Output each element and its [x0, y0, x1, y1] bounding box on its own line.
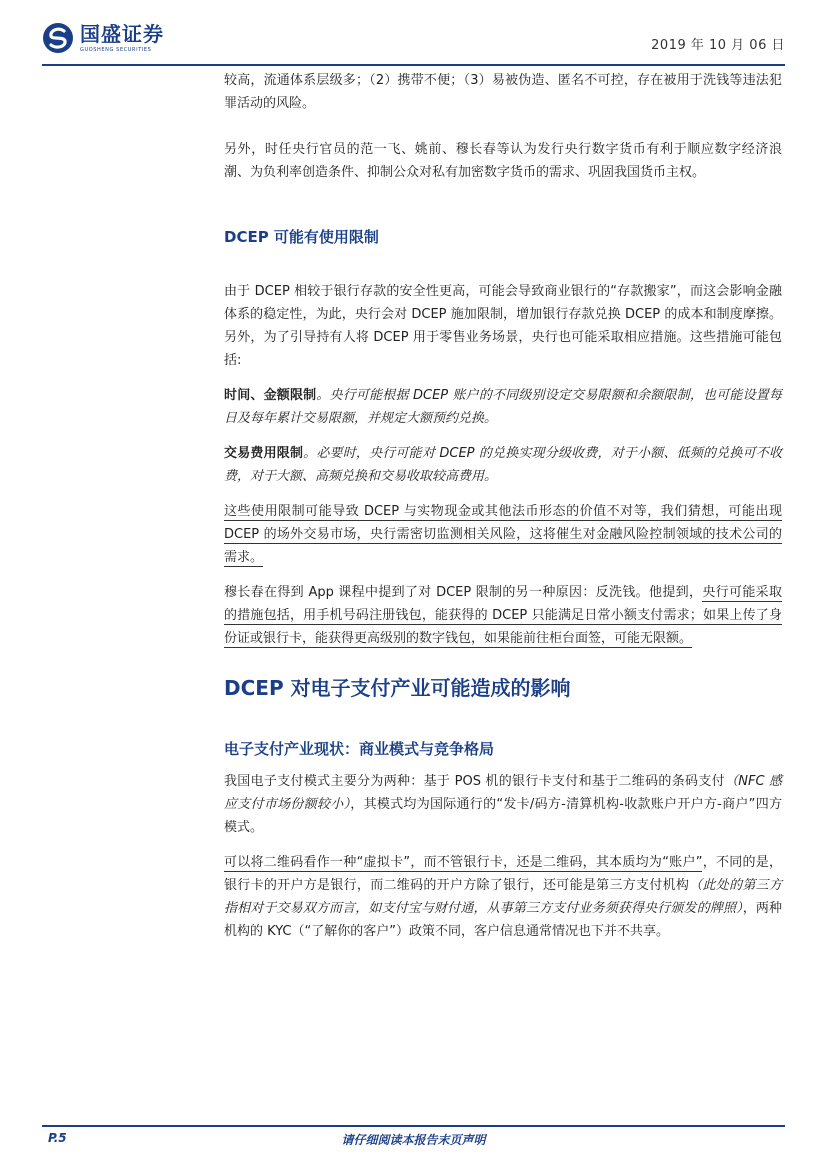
paragraph-officials	[224, 138, 782, 184]
paragraph-text: ，两种机构的 KYC（“了解你的客户”）政策不同，客户信息通常情况也下并不共享。	[224, 901, 782, 939]
footer-divider	[42, 1125, 785, 1127]
paragraph-text: 穆长春在得到 App 课程中提到了对 DCEP 限制的另一种原因：反洗钱。他提到，	[224, 585, 703, 600]
paragraph-text: ，其模式均为国际通行的“发卡/码方-清算机构-收款账户开户方-商户”四方模式。	[224, 797, 782, 835]
header-divider	[42, 64, 785, 66]
paragraph-time-amount-limit	[224, 384, 782, 430]
report-body	[224, 69, 782, 943]
paragraph-text: 另外，时任央行官员的范一飞、姚前、穆长春等认为发行央行数字货币有利于顺应数字经济浪潮、为负利率创造条件、抑制公众对私有加密数字货币的需求、巩固我国货币主权。	[224, 142, 782, 180]
subsection-heading-industry-status: 电子支付产业现状：商业模式与竞争格局	[224, 740, 495, 758]
logo-english-name: GUOSHENG SECURITIES	[80, 47, 152, 53]
disclaimer-note: 请仔细阅读本报告末页声明	[341, 1133, 486, 1147]
bold-lead: 交易费用限制	[224, 446, 304, 461]
italic-text: 。央行可能根据 DCEP 账户的不同级别设定交易限额和余额限制，也可能设置每日及每年累计交易限额，并规定大额预约兑换。	[224, 388, 782, 426]
report-date: 2019 年 10 月 06 日	[651, 38, 785, 53]
italic-text: （此处的第三方指相对于交易双方而言，如支付宝与财付通，从事第三方支付业务须获得央行颁发的牌照）	[224, 878, 782, 916]
page-header	[42, 20, 785, 66]
italic-text: 。必要时，央行可能对 DCEP 的兑换实现分级收费，对于小额、低频的兑换可不收费，对于大额、高频兑换和交易收取较高费用。	[224, 446, 782, 484]
paragraph-text: 由于 DCEP 相较于银行存款的安全性更高，可能会导致商业银行的“存款搬家”，而这会影响金融体系的稳定性，为此，央行会对 DCEP 施加限制，增加银行存款兑换 DCEP 的成本和制度摩擦。另外，为了引导持有人将 DCEP 用于零售业务场景，央行也可能采取相应措施。这些措施可能包括:	[224, 284, 782, 368]
paragraph-risks	[224, 69, 782, 115]
paragraph-text: 较高，流通体系层级多；（2）携带不便；（3）易被伪造、匿名不可控，存在被用于洗钱等违法犯罪活动的风险。	[224, 73, 782, 111]
underlined-text: 可以将二维码看作一种“虚拟卡”，而不管银行卡，还是二维码，其本质均为“账户”	[224, 855, 703, 870]
paragraph-fee-limit	[224, 442, 782, 488]
underlined-text: 央行可能采取的措施包括，用手机号码注册钱包，能获得的 DCEP 只能满足日常小额支付需求；如果上传了身份证或银行卡，能获得更高级别的数字钱包，如果能前往柜台面签，可能无限额。	[224, 585, 782, 646]
paragraph-deposit-migration	[224, 280, 782, 372]
page-number: P.5	[48, 1131, 67, 1145]
logo-chinese-name: 国盛证券	[80, 22, 164, 46]
company-logo	[42, 22, 164, 54]
paragraph-text: ，不同的是，银行卡的开户方是银行，而二维码的开户方除了银行，还可能是第三方支付机构	[224, 855, 782, 893]
underlined-text: 这些使用限制可能导致 DCEP 与实物现金或其他法币形态的价值不对等，我们猜想，可能出现 DCEP 的场外交易市场，央行需密切监测相关风险，这将催生对金融风险控制领域的技术公司的需求。	[224, 504, 782, 565]
paragraph-text: 我国电子支付模式主要分为两种：基于 POS 机的银行卡支付和基于二维码的条码支付	[224, 774, 725, 789]
paragraph-payment-modes	[224, 770, 782, 839]
section-heading-payment-impact: DCEP 对电子支付产业可能造成的影响	[224, 676, 571, 700]
bold-lead: 时间、金额限制	[224, 388, 317, 403]
guosheng-logo-icon	[42, 22, 74, 54]
paragraph-otc-market	[224, 500, 782, 569]
section-heading-usage-limits: DCEP 可能有使用限制	[224, 228, 379, 246]
paragraph-anti-money-laundering	[224, 581, 782, 650]
paragraph-virtual-card	[224, 851, 782, 943]
italic-text: （NFC 感应支付市场份额较小）	[224, 774, 782, 812]
